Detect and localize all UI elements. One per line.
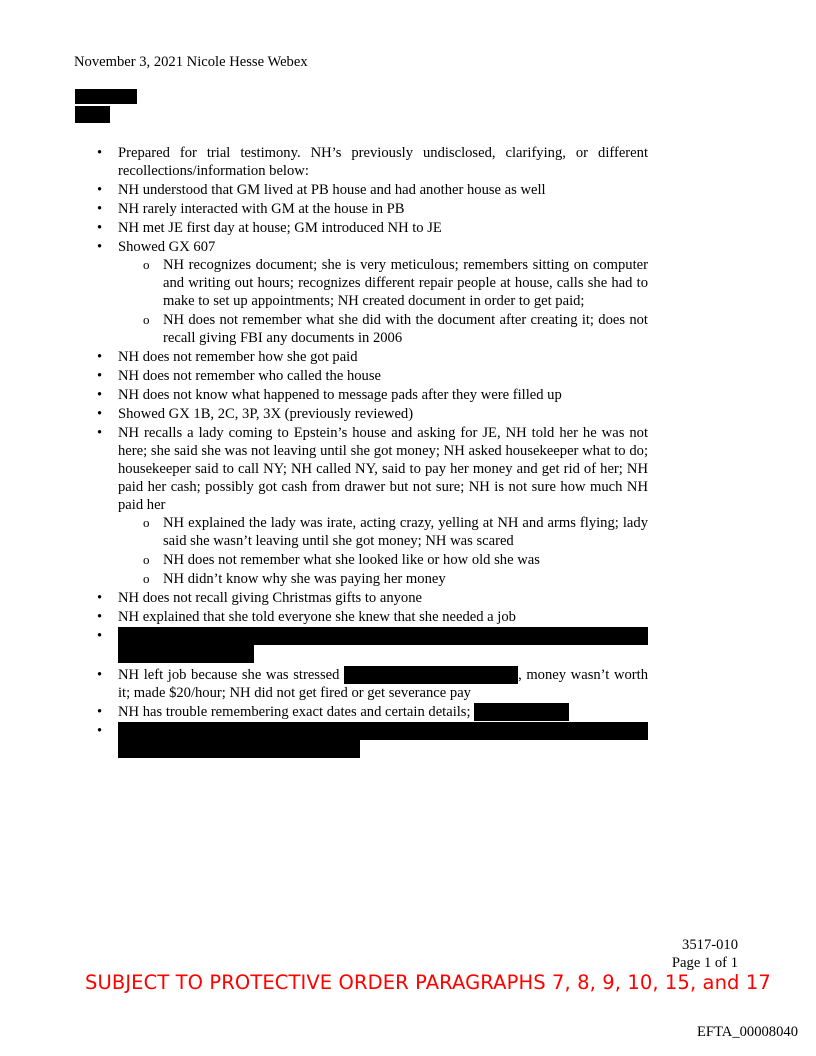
list-item [118, 703, 648, 721]
page-number: Page 1 of 1 [671, 955, 738, 971]
list-item: • NH understood that GM lived at PB house and had another house as well [118, 181, 648, 199]
list-item: • NH does not remember how she got paid [118, 348, 648, 366]
sub-list-item: o NH does not remember what she looked like or how old she was [163, 551, 648, 569]
sub-list-item: o NH didn’t know why she was paying her money [163, 570, 648, 588]
list-item-text: , money wasn’t worth it; made $20/hour; NH did not get fired or get severance pay [118, 667, 648, 701]
list-item: • NH does not remember who called the house [118, 367, 648, 385]
page-footer [672, 936, 738, 972]
list-item: • Showed GX 1B, 2C, 3P, 3X (previously reviewed) [118, 405, 648, 423]
list-item: • NH explained that she told everyone she knew that she needed a job [118, 608, 648, 626]
redaction-block [118, 740, 360, 758]
sub-list-item: o NH explained the lady was irate, acting crazy, yelling at NH and arms flying; lady said she wasn’t leaving until she got money; NH was scared [163, 514, 648, 550]
redaction-block [474, 703, 569, 721]
list-item-text: NH recalls a lady coming to Epstein’s house and asking for JE, NH told her he was not here; she said she was not leaving until she got money; NH asked housekeeper what to do; housekeeper said to call NY; NH called NY, said to pay her money and get rid of her; NH paid her cash; possibly got cash from drawer but not sure; NH is not sure how much NH paid her [118, 425, 648, 513]
document-title: November 3, 2021 Nicole Hesse Webex [74, 54, 308, 70]
list-item: • NH rarely interacted with GM at the house in PB [118, 200, 648, 218]
list-item [118, 424, 648, 588]
list-item-redacted [118, 627, 648, 663]
list-item: • Prepared for trial testimony. NH’s previously undisclosed, clarifying, or different recollections/information below: [118, 144, 648, 180]
protective-order-notice: SUBJECT TO PROTECTIVE ORDER PARAGRAPHS 7, 8, 9, 10, 15, and 17 [85, 971, 771, 994]
redaction-block [344, 666, 518, 684]
notes-list [118, 144, 648, 759]
sub-list [118, 514, 648, 588]
sub-list [118, 256, 648, 347]
list-item: • NH does not know what happened to message pads after they were filled up [118, 386, 648, 404]
list-item [118, 238, 648, 347]
sub-list-item: o NH recognizes document; she is very meticulous; remembers sitting on computer and writing out hours; recognizes different repair people at house, calls she had to make to set up appointments; NH created document in order to get paid; [163, 256, 648, 310]
file-number: 3517-010 [682, 937, 738, 953]
sub-list-item: o NH does not remember what she did with the document after creating it; does not recall giving FBI any documents in 2006 [163, 311, 648, 347]
list-item: • NH met JE first day at house; GM introduced NH to JE [118, 219, 648, 237]
redaction-block [118, 722, 648, 740]
list-item-redacted [118, 722, 648, 758]
list-item-text: Showed GX 607 [118, 239, 216, 255]
redaction-block [75, 89, 137, 104]
bates-number: EFTA_00008040 [697, 1024, 798, 1040]
redaction-block [75, 106, 110, 123]
list-item-text: NH left job because she was stressed [118, 667, 345, 683]
list-item: • NH does not recall giving Christmas gifts to anyone [118, 589, 648, 607]
list-item [118, 666, 648, 702]
list-item-text: NH has trouble remembering exact dates and certain details; [118, 704, 475, 720]
redaction-block [118, 627, 648, 645]
redaction-block [118, 645, 254, 663]
